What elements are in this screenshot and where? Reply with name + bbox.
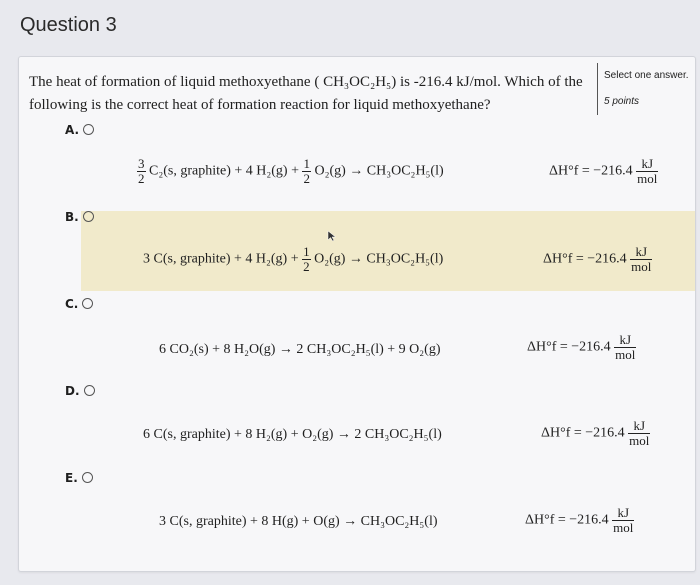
option-e-equation [159, 514, 438, 530]
answer-info [597, 63, 689, 115]
coefficient-fraction: $\frac{1}{2}$ [303, 156, 310, 186]
coefficient-fraction: $\frac{3}{2}$ [138, 156, 145, 186]
radio-option-b[interactable] [83, 211, 94, 222]
option-letter: B. [65, 210, 79, 224]
option-letter: D. [65, 384, 80, 398]
radio-option-c[interactable] [82, 298, 93, 309]
equation-text: 3 C(s, graphite) + 8 H(g) + O(g) → CH₃OC₂H₅(l) [159, 514, 438, 529]
select-instruction: Select one answer. [604, 70, 689, 81]
coefficient-fraction: $\frac{1}{2}$ [303, 244, 310, 274]
question-title: Question 3 [20, 14, 117, 36]
option-a-equation [137, 157, 444, 186]
radio-option-e[interactable] [82, 472, 93, 483]
option-c[interactable] [65, 297, 93, 313]
equation-text: 3 C(s, graphite) + 4 H₂(g) + [143, 251, 303, 267]
radio-option-d[interactable] [84, 385, 95, 396]
option-d[interactable] [65, 384, 95, 400]
question-stem: The heat of formation of liquid methoxyethane ( CH₃OC₂H₅) is -216.4 kJ/mol. Which of the following is the correct heat of formation reaction for liquid methoxyethane? [29, 74, 583, 113]
option-letter: C. [65, 297, 79, 311]
unit-fraction: $\frac{kJ}{\text{mol}}$ [629, 418, 650, 448]
option-a-enthalpy: ΔH°f = −216.4 $\frac{kJ}{\text{mol}}$ [549, 156, 658, 186]
option-e[interactable] [65, 471, 93, 487]
option-letter: A. [65, 123, 80, 137]
radio-option-a[interactable] [83, 124, 94, 135]
option-a[interactable] [65, 123, 94, 139]
equation-text: C₂(s, graphite) + 4 H₂(g) + [149, 163, 303, 179]
option-c-equation [159, 342, 441, 358]
equation-text: O₂(g) → CH₃OC₂H₅(l) [314, 163, 444, 179]
option-b[interactable] [65, 210, 94, 226]
question-panel [18, 56, 696, 572]
option-d-enthalpy: ΔH°f = −216.4 $\frac{kJ}{\text{mol}}$ [541, 418, 650, 448]
equation-text: O₂(g) → CH₃OC₂H₅(l) [314, 251, 444, 267]
equation-text: 6 C(s, graphite) + 8 H₂(g) + O₂(g) → 2 CH₃OC₂H₅(l) [143, 427, 442, 442]
unit-fraction: $\frac{kJ}{\text{mol}}$ [613, 505, 634, 535]
unit-fraction: $\frac{kJ}{\text{mol}}$ [615, 332, 636, 362]
option-letter: E. [65, 471, 78, 485]
points-label: 5 points [604, 96, 640, 107]
mouse-pointer-icon [327, 230, 337, 242]
option-b-equation [143, 245, 443, 274]
option-b-enthalpy: ΔH°f = −216.4 $\frac{kJ}{\text{mol}}$ [543, 244, 652, 274]
unit-fraction: $\frac{kJ}{\text{mol}}$ [631, 244, 652, 274]
option-d-equation [143, 427, 442, 443]
option-e-enthalpy: ΔH°f = −216.4 $\frac{kJ}{\text{mol}}$ [525, 505, 634, 535]
unit-fraction: $\frac{kJ}{\text{mol}}$ [637, 156, 658, 186]
option-c-enthalpy: ΔH°f = −216.4 $\frac{kJ}{\text{mol}}$ [527, 332, 636, 362]
equation-text: 6 CO₂(s) + 8 H₂O(g) → 2 CH₃OC₂H₅(l) + 9 O₂(g) [159, 342, 441, 357]
